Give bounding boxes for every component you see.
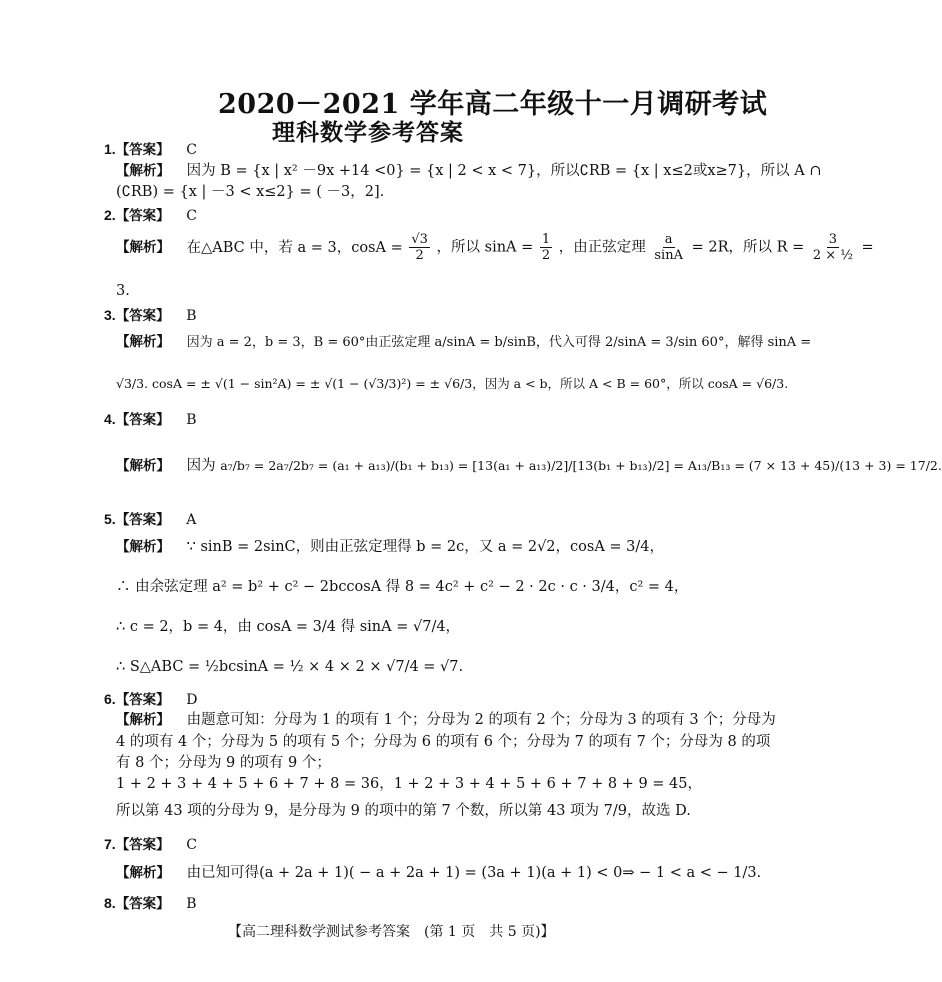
question-4-analysis <box>116 457 942 475</box>
answer-label: 【答案】 <box>115 412 170 428</box>
analysis-text: 因为 B = {x | x² －9x +14 <0} = {x | 2 < x < 7}，所以∁RB = {x | x≤2或x≥7}，所以 A ∩ <box>186 163 822 179</box>
answer-label: 【答案】 <box>115 512 170 528</box>
question-6-answer-row <box>104 690 198 709</box>
analysis-label: 【解析】 <box>116 458 170 474</box>
answer-label: 【答案】 <box>115 308 170 324</box>
question-1-answer-row <box>104 140 197 159</box>
question-number: 1. <box>104 141 116 157</box>
analysis-formula: a₇/b₇ = 2a₇/2b₇ = (a₁ + a₁₃)/(b₁ + b₁₃) = [13(a₁ + a₁₃)/2]/[13(b₁ + b₁₃)/2] = A₁₃/B₁₃ = (7 × 13 + 45)/(13 + 3) = 17/2. <box>220 458 942 473</box>
analysis-label: 【解析】 <box>116 712 170 728</box>
analysis-text: 由已知可得(a + 2a + 1)( − a + 2a + 1) = (3a + 1)(a + 1) < 0⇒ − 1 < a < − 1/3. <box>186 865 762 881</box>
question-6-analysis-line3: 有 8 个；分母为 9 的项有 9 个； <box>116 755 331 771</box>
numerator: a <box>664 232 673 247</box>
question-1-analysis-cont: (∁RB) = {x | －3 < x≤2} = ( －3，2]. <box>116 184 385 200</box>
question-1-analysis <box>116 162 821 180</box>
analysis-label: 【解析】 <box>116 539 170 555</box>
analysis-text: 因为 a = 2，b = 3，B = 60°由正弦定理 a/sinA = b/sinB，代入可得 2/sinA = 3/sin 60°，解得 sinA = <box>186 335 812 350</box>
page-title: 2020－2021 学年高二年级十一月调研考试 <box>218 89 768 120</box>
question-number: 7. <box>104 836 116 852</box>
answer-label: 【答案】 <box>115 896 170 912</box>
fraction <box>540 232 552 263</box>
analysis-text: ，所以 sinA = <box>436 239 534 256</box>
denominator: 2 <box>415 248 424 263</box>
answer-value: D <box>186 692 198 708</box>
question-6-analysis-line4: 1 + 2 + 3 + 4 + 5 + 6 + 7 + 8 = 36，1 + 2 + 3 + 4 + 5 + 6 + 7 + 8 + 9 = 45， <box>116 776 702 792</box>
question-6-analysis-line5: 所以第 43 项的分母为 9，是分母为 9 的项中的第 7 个数，所以第 43 项为 7/9，故选 D. <box>116 803 691 819</box>
question-number: 5. <box>104 511 116 527</box>
analysis-text: = <box>861 239 874 256</box>
analysis-text: 因为 <box>186 458 216 474</box>
answer-value: B <box>186 308 197 324</box>
analysis-text: ∵ sinB = 2sinC，则由正弦定理得 b = 2c，又 a = 2√2，cosA = 3/4， <box>186 539 665 555</box>
denominator: sinA <box>654 248 683 263</box>
answer-label: 【答案】 <box>115 692 170 708</box>
question-5-analysis <box>116 538 664 556</box>
question-2-analysis-cont: 3. <box>116 283 130 299</box>
answer-value: C <box>186 142 198 158</box>
analysis-label: 【解析】 <box>116 239 170 256</box>
answer-value: C <box>186 837 198 853</box>
analysis-text: ，由正弦定理 <box>558 239 646 256</box>
analysis-text: 在△ABC 中，若 a = 3，cosA = <box>186 239 403 256</box>
analysis-text: = 2R，所以 R = <box>691 239 805 256</box>
fraction <box>811 232 855 263</box>
question-5-analysis-line4: ∴ S△ABC = ½bcsinA = ½ × 4 × 2 × √7/4 = √7. <box>116 659 464 675</box>
question-5-analysis-line2: ∴ 由余弦定理 a² = b² + c² − 2bccosA 得 8 = 4c² + c² − 2 · 2c · c · 3/4，c² = 4， <box>116 579 689 595</box>
question-6-analysis <box>116 711 776 729</box>
numerator: 3 <box>828 232 838 247</box>
page-subtitle: 理科数学参考答案 <box>272 119 464 146</box>
question-4-answer-row <box>104 410 197 429</box>
question-number: 6. <box>104 691 116 707</box>
question-3-answer-row <box>104 306 197 325</box>
answer-value: B <box>186 896 197 912</box>
page-footer: 【高二理科数学测试参考答案 (第 1 页 共 5 页)】 <box>228 924 555 940</box>
numerator: 1 <box>541 232 551 247</box>
question-2-answer-row <box>104 206 197 225</box>
answer-label: 【答案】 <box>115 837 170 853</box>
fraction <box>652 232 685 263</box>
answer-value: A <box>186 512 197 528</box>
answer-label: 【答案】 <box>115 142 170 158</box>
question-7-analysis <box>116 864 761 882</box>
question-number: 2. <box>104 207 116 223</box>
question-6-analysis-line2: 4 的项有 4 个；分母为 5 的项有 5 个；分母为 6 的项有 6 个；分母为 7 的项有 7 个；分母为 8 的项 <box>116 734 771 750</box>
question-3-analysis-cont: √3/3. cosA = ± √(1 − sin²A) = ± √(1 − (√3/3)²) = ± √6/3，因为 a < b，所以 A < B = 60°，所以 cosA = √6/3. <box>116 376 789 391</box>
analysis-label: 【解析】 <box>116 163 170 179</box>
question-5-analysis-line3: ∴ c = 2，b = 4，由 cosA = 3/4 得 sinA = √7/4， <box>116 619 461 635</box>
analysis-text: 由题意可知：分母为 1 的项有 1 个；分母为 2 的项有 2 个；分母为 3 的项有 3 个；分母为 <box>186 712 776 728</box>
question-3-analysis <box>116 333 811 352</box>
question-2-analysis <box>116 232 874 263</box>
answer-value: B <box>186 412 197 428</box>
analysis-label: 【解析】 <box>116 865 170 881</box>
question-number: 8. <box>104 895 116 911</box>
question-8-answer-row <box>104 894 197 913</box>
answer-label: 【答案】 <box>115 208 170 224</box>
analysis-label: 【解析】 <box>116 334 170 350</box>
question-number: 3. <box>104 307 116 323</box>
fraction <box>409 232 430 263</box>
answer-value: C <box>186 208 198 224</box>
question-number: 4. <box>104 411 116 427</box>
question-5-answer-row <box>104 510 196 529</box>
numerator: √3 <box>411 232 428 247</box>
denominator: 2 <box>541 248 551 263</box>
question-7-answer-row <box>104 835 197 854</box>
denominator: 2 × ½ <box>812 248 853 263</box>
